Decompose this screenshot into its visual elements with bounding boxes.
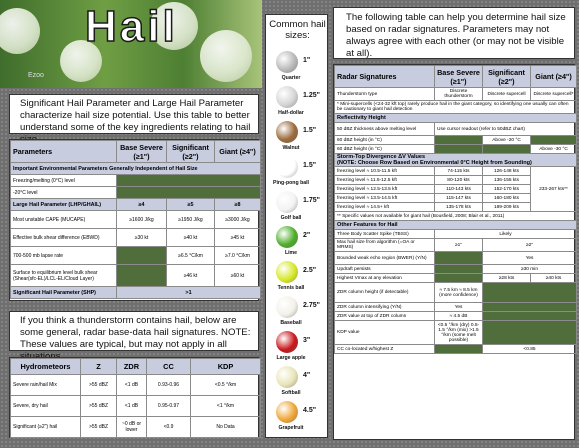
table-cell: 233-267 kts**: [531, 167, 577, 212]
table-cell: Yes: [483, 252, 577, 265]
hail-size-object-image: [276, 261, 298, 283]
row-label: Max hail size from algorithm (=OA or MRMS): [335, 239, 435, 252]
page-title: Hail: [85, 2, 178, 51]
hail-ball-image: [0, 8, 40, 54]
intro-text-box: Significant Hail Parameter and Large Hail Parameter characterize hail size potential. Use this table to better understand some of the key ingredients relating to hail: [9, 94, 259, 134]
hail-size-object-label: Grapefruit: [278, 425, 304, 431]
radar-table-intro: The following table can help you determine hail size based on radar signatures. Parameters may not always agree with each other (or may not be visible at all).: [333, 7, 575, 59]
table-row: [11, 396, 261, 417]
row-label: freezing level ≈ 11.5-12.5 kft: [335, 176, 435, 185]
section-title: Storm-Top Divergence ΔV Values: [337, 154, 426, 160]
table-cell: Discrete supercell*: [531, 88, 577, 101]
table-cell: ≥1": [435, 239, 483, 252]
table-row: [11, 265, 261, 287]
table-row: [11, 229, 261, 247]
hail-size-object-image: [276, 191, 298, 213]
table-cell: Above -30 °C: [531, 145, 577, 154]
row-label: Thunderstorm type: [335, 88, 435, 101]
hail-size-value: 2.5": [303, 267, 317, 274]
table-header-row: [335, 66, 577, 88]
row-label: Effective bulk shear difference (EBWD): [11, 229, 117, 247]
table-row: [11, 199, 261, 211]
table-row: [11, 211, 261, 229]
row-label: Surface to equilibrium level bulk shear (Shear(sfc-EL)/LCL-EL/Cloud Layer): [11, 265, 117, 287]
column-header: Significant (≥2"): [483, 66, 531, 88]
photo-credit: Ezoo: [28, 72, 44, 79]
hail-size-value: 1.5": [303, 162, 317, 169]
table-row: [335, 345, 577, 354]
section-header: Significant Hail Parameter (SHP): [11, 287, 117, 299]
hail-size-object-label: Baseball: [280, 320, 302, 326]
row-label: Updraft persists: [335, 265, 435, 274]
table-cell: Above -20 °C: [483, 136, 531, 145]
table-cell: Discrete thunderstorm: [435, 88, 483, 101]
radar-intro-text-box: If you think a thunderstorm contains hail, below are some general, radar base-data hail signatures. NOTE: These values are typical, but may not apply in all: [9, 311, 259, 351]
shaded-cell: [483, 312, 577, 321]
column-header: Base Severe (≥1"): [435, 66, 483, 88]
table-cell: <0.9: [147, 417, 191, 438]
column-header: CC: [147, 359, 191, 375]
row-label: 60 dBZ height (in °C): [335, 136, 435, 145]
table-cell: ≥60 kt: [215, 265, 261, 287]
row-label: ZDR column height (if detectable): [335, 283, 435, 303]
table-cell: ≈ 4.5 dB: [435, 312, 483, 321]
table-row: [335, 145, 577, 154]
shaded-cell: [483, 321, 577, 345]
table-row: [335, 136, 577, 145]
hail-size-object-image: [276, 296, 298, 318]
hail-size-object-label: Ping-pong ball: [272, 180, 310, 186]
table-note: * Mini-supercells (<24-32 kft top) rarely produce hail in the giant category, so identifying one usually can often be cautionary to giant hail detection: [335, 101, 577, 114]
table-cell: ≥5: [167, 199, 215, 211]
hail-ball-image: [200, 30, 252, 82]
hail-size-object-label: Lime: [284, 250, 298, 256]
row-label: freezing level ≈ 14.5+ kft: [335, 203, 435, 212]
table-cell: ≥45 kt: [215, 229, 261, 247]
shaded-cell: [483, 283, 577, 303]
table-row: [335, 321, 577, 345]
row-label: Highest Vmax at any elevation: [335, 274, 435, 283]
table-cell: ≥40 kts: [531, 274, 577, 283]
table-cell: 189-209 kts: [483, 203, 531, 212]
column-header: Giant (≥4"): [531, 66, 577, 88]
hail-sizes-panel: [265, 14, 328, 438]
table-cell: <0.5 °/km (dry) 0.5-1.5 °/km (mix) >1.5 °/km (some melt possible): [435, 321, 483, 345]
table-row: [335, 230, 577, 239]
section-header: [335, 154, 577, 167]
hail-sizes-title: Common hail sizes:: [269, 19, 326, 41]
row-label: CC co-located w/highest Z: [335, 345, 435, 354]
table-cell: ≥6.5 °C/km: [167, 247, 215, 265]
row-label: freezing level ≈ 10.5-11.5 kft: [335, 167, 435, 176]
section-note: (NOTE: Choose Row Based on Environmental 0°C Height from Sounding): [337, 160, 532, 166]
table-cell: Use cursor readout (refer to 50dBZ chart): [435, 123, 577, 136]
table-row: [335, 252, 577, 265]
section-header: Other Features for Hail: [335, 221, 577, 230]
hail-size-object-label: Softball: [281, 390, 301, 396]
shaded-cell: [483, 303, 577, 312]
hail-size-object-label: Golf ball: [280, 215, 302, 221]
table-cell: Yes: [435, 303, 483, 312]
table-cell: ≥3000 J/kg: [215, 211, 261, 229]
row-label: ZDR value at top of ZDR column: [335, 312, 435, 321]
row-label: 50 dBZ thickness above melting level: [335, 123, 435, 136]
shaded-cell: [435, 265, 483, 274]
table-row: [335, 265, 577, 274]
hail-size-object-image: [276, 51, 298, 73]
hail-size-object-label: Quarter: [281, 75, 301, 81]
table-cell: No Data: [191, 417, 261, 438]
hail-size-value: 2.75": [303, 302, 320, 309]
hail-size-object-image: [276, 366, 298, 388]
table-row: [335, 167, 577, 176]
table-cell: 136-155 kts: [483, 176, 531, 185]
table-note: ** Specific values not available for giant hail (Bousfield, 2008; Blair et al., 2011): [335, 212, 577, 221]
hail-size-value: 1.5": [303, 127, 317, 134]
row-label: Three Body Scatter Spike (TBSS): [335, 230, 435, 239]
hail-size-object-image: [276, 226, 298, 248]
table-cell: >55 dBZ: [81, 375, 117, 396]
shaded-cell: [117, 187, 261, 199]
table-row: [11, 247, 261, 265]
hail-size-object-label: Tennis ball: [277, 285, 305, 291]
row-label: freezing level ≈ 12.5-13.5 kft: [335, 185, 435, 194]
row-label: freezing level ≈ 13.5-14.5 kft: [335, 194, 435, 203]
table-cell: 160-180 kts: [483, 194, 531, 203]
table-cell: ≥4: [117, 199, 167, 211]
row-label: KDP value: [335, 321, 435, 345]
hail-size-object-image: [276, 86, 298, 108]
table-cell: 126-148 kts: [483, 167, 531, 176]
hero-banner: [0, 0, 262, 88]
table-row: [335, 312, 577, 321]
table-cell: 80-120 kts: [435, 176, 483, 185]
hail-size-value: 3": [303, 337, 311, 344]
table-cell: Likely: [435, 230, 577, 239]
table-header-row: [11, 141, 261, 163]
shaded-cell: [435, 252, 483, 265]
shaded-cell: [117, 175, 261, 187]
table-cell: ≥30 kt: [117, 229, 167, 247]
table-row: [335, 239, 577, 252]
row-label: Most unstable CAPE (MUCAPE): [11, 211, 117, 229]
row-label: 700-500 mb lapse rate: [11, 247, 117, 265]
hail-size-value: 1.75": [303, 197, 320, 204]
parameter-table: [9, 139, 259, 301]
row-label: ZDR column intensifying (Y/N): [335, 303, 435, 312]
hail-size-value: 1.25": [303, 92, 320, 99]
table-row: [335, 88, 577, 101]
table-row: [11, 375, 261, 396]
table-row: [335, 303, 577, 312]
table-cell: ≥1600 J/kg: [117, 211, 167, 229]
hail-size-object-label: Half-dollar: [278, 110, 304, 116]
table-cell: ≈ 7.5 km ≈ 8.5 km (more confidence): [435, 283, 483, 303]
shaded-cell: [531, 136, 577, 145]
table-cell: ≥8: [215, 199, 261, 211]
hail-size-value: 2": [303, 232, 311, 239]
table-cell: ≥40 kt: [167, 229, 215, 247]
table-cell: >1: [117, 287, 261, 299]
table-cell: Discrete supercell: [483, 88, 531, 101]
row-label: Freezing/melting (0°C) level: [11, 175, 117, 187]
row-label: Significant (≥2") hail: [11, 417, 81, 438]
table-row: [335, 123, 577, 136]
shaded-cell: [435, 274, 483, 283]
table-row: [335, 274, 577, 283]
section-header: Large Hail Parameter (LHP/GHAIL): [11, 199, 117, 211]
hail-size-object-label: Large apple: [276, 355, 306, 361]
table-cell: ≥2": [483, 239, 577, 252]
column-header: Significant (≥2"): [167, 141, 215, 163]
table-row: [11, 175, 261, 187]
table-cell: ~0 dB or lower: [117, 417, 147, 438]
column-header: KDP: [191, 359, 261, 375]
column-header: ZDR: [117, 359, 147, 375]
hail-size-object-image: [276, 156, 298, 178]
shaded-cell: [435, 136, 483, 145]
row-label: Severe rain/hail Mix: [11, 375, 81, 396]
table-cell: 0.93-0.96: [147, 375, 191, 396]
table-cell: ≥7.0 °C/km: [215, 247, 261, 265]
hail-size-value: 4.5": [303, 407, 317, 414]
shaded-cell: [117, 265, 167, 287]
row-label: -20°C level: [11, 187, 117, 199]
column-header: Radar Signatures: [335, 66, 435, 88]
table-cell: ≥28 kts: [483, 274, 531, 283]
column-header: Z: [81, 359, 117, 375]
table-cell: ≥46 kt: [167, 265, 215, 287]
table-cell: <0.85: [483, 345, 577, 354]
table-row: [11, 187, 261, 199]
table-cell: 74-115 kts: [435, 167, 483, 176]
table-cell: 135-178 kts: [435, 203, 483, 212]
shaded-cell: [483, 145, 531, 154]
column-header: Giant (≥4"): [215, 141, 261, 163]
table-row: [11, 287, 261, 299]
hail-size-object-label: Walnut: [282, 145, 300, 151]
table-cell: >55 dBZ: [81, 417, 117, 438]
shaded-cell: [435, 345, 483, 354]
table-cell: <1 dB: [117, 375, 147, 396]
table-row: [335, 283, 577, 303]
hydrometeor-table: [9, 357, 259, 438]
section-header: Reflectivity Height: [335, 114, 577, 123]
table-header-row: [11, 359, 261, 375]
table-cell: ≥1950 J/kg: [167, 211, 215, 229]
hail-size-value: 1": [303, 57, 311, 64]
table-cell: >55 dBZ: [81, 396, 117, 417]
hail-size-object-image: [276, 401, 298, 423]
table-cell: 110-143 kts: [435, 185, 483, 194]
column-header: Hydrometeors: [11, 359, 81, 375]
hail-size-value: 4": [303, 372, 311, 379]
column-header: Base Severe (≥1"): [117, 141, 167, 163]
row-label: Bounded weak echo region (BWER) (Y/N): [335, 252, 435, 265]
table-cell: 115-147 kts: [435, 194, 483, 203]
table-cell: <1 dB: [117, 396, 147, 417]
shaded-cell: [117, 247, 167, 265]
column-header: Parameters: [11, 141, 117, 163]
table-cell: 152-170 kts: [483, 185, 531, 194]
row-label: Severe, dry hail: [11, 396, 81, 417]
shaded-cell: [435, 145, 483, 154]
table-cell: <0.5 °/km: [191, 375, 261, 396]
radar-signatures-table: [333, 64, 575, 440]
section-header: Important Environmental Parameters Generally Independent of Hail Size: [11, 163, 261, 175]
table-cell: ≥30 min: [483, 265, 577, 274]
hail-size-object-image: [276, 121, 298, 143]
row-label: 60 dBZ height (in °C): [335, 145, 435, 154]
hail-size-object-image: [276, 331, 298, 353]
table-row: [11, 417, 261, 438]
table-cell: <1 °/km: [191, 396, 261, 417]
table-cell: 0.95-0.97: [147, 396, 191, 417]
